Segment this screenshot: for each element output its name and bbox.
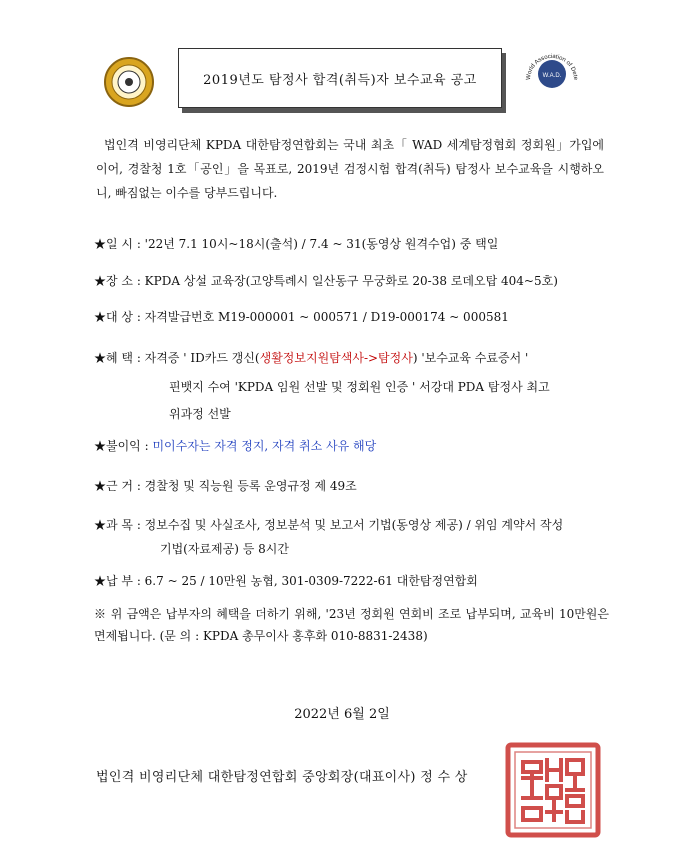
notice-date: 2022년 6월 2일 (294, 707, 390, 722)
issuer-signature-line: 법인격 비영리단체 대한탐정연합회 중앙회장(대표이사) 정 수 상 (96, 770, 468, 785)
item-benefit-text-red: 생활정보지원탐색사->탐정사 (259, 351, 413, 365)
item-penalty-label: ★불이익 : (94, 439, 149, 453)
item-basis-text: 경찰청 및 직능원 등록 운영규정 제 49조 (140, 479, 357, 493)
item-payment-label: ★납 부 : (94, 574, 141, 588)
item-subject-line2: 기법(자료제공) 등 8시간 (160, 542, 289, 556)
item-subject-label: ★과 목 : (94, 518, 141, 532)
item-penalty-text: 미이수자는 자격 정지, 자격 취소 사유 해당 (148, 439, 377, 453)
item-schedule-label: ★일 시 : (94, 237, 141, 251)
item-subject (94, 513, 614, 537)
item-benefit-line3: 위과정 선발 (169, 407, 231, 421)
item-target-label: ★대 상 : (94, 310, 141, 324)
item-subject-text: 정보수집 및 사실조사, 정보분석 및 보고서 기법(동영상 제공) / 위임 계약서 작성 (140, 518, 564, 532)
notice-title-box (178, 48, 502, 108)
item-benefit-text-a: 자격증 ' ID카드 갱신( (140, 351, 260, 365)
item-payment (94, 569, 614, 593)
fee-note: ※ 위 금액은 납부자의 혜택을 더하기 위해, '23년 정회원 연회비 조로 납부되며, 교육비 10만원은 면제됩니다. (문 의 : KPDA 총무이사 홍후화 010-8831-2438) (94, 607, 609, 643)
item-place-text: KPDA 상설 교육장(고양특례시 일산동구 무궁화로 20-38 로데오탑 404~5호) (140, 274, 558, 288)
item-penalty (94, 434, 614, 458)
official-seal-stamp (505, 742, 601, 838)
item-place-label: ★장 소 : (94, 274, 141, 288)
item-payment-text: 6.7 ~ 25 / 10만원 농협, 301-0309-7222-61 대한탐정연합회 (140, 574, 478, 588)
item-schedule (94, 232, 614, 256)
wad-logo-ring-text: World Association of Dete (525, 53, 579, 81)
item-benefit-label: ★혜 택 : (94, 351, 141, 365)
item-basis-label: ★근 거 : (94, 479, 141, 493)
association-emblem-logo (103, 56, 155, 108)
item-benefit (94, 346, 614, 370)
item-place (94, 269, 614, 293)
item-target-text: 자격발급번호 M19-000001 ~ 000571 / D19-000174 ~ 000581 (140, 310, 509, 324)
intro-paragraph: 법인격 비영리단체 KPDA 대한탐정연합회는 국내 최초「 WAD 세계탐정협회 정회원」가입에 이어, 경찰청 1호「공인」을 목표로, 2019년 검정시험 합격(취득) 탐정사 보수교육을 시행하오니, 빠짐없는 이수를 당부드립니다. (96, 138, 604, 200)
item-schedule-text: '22년 7.1 10시~18시(출석) / 7.4 ~ 31(동영상 원격수업) 중 택일 (140, 237, 499, 251)
item-basis (94, 474, 614, 498)
wad-logo (520, 40, 584, 104)
item-benefit-text-b: ) '보수교육 수료증서 ' (412, 351, 529, 365)
wad-logo-mark: W.A.D. (542, 73, 562, 79)
item-benefit-line2: 핀뱃지 수여 'KPDA 임원 선발 및 정회원 인증 ' 서강대 PDA 탐정사 최고 (169, 380, 550, 394)
notice-title: 2019년도 탐정사 합격(취득)자 보수교육 공고 (203, 72, 477, 88)
item-target (94, 305, 614, 329)
